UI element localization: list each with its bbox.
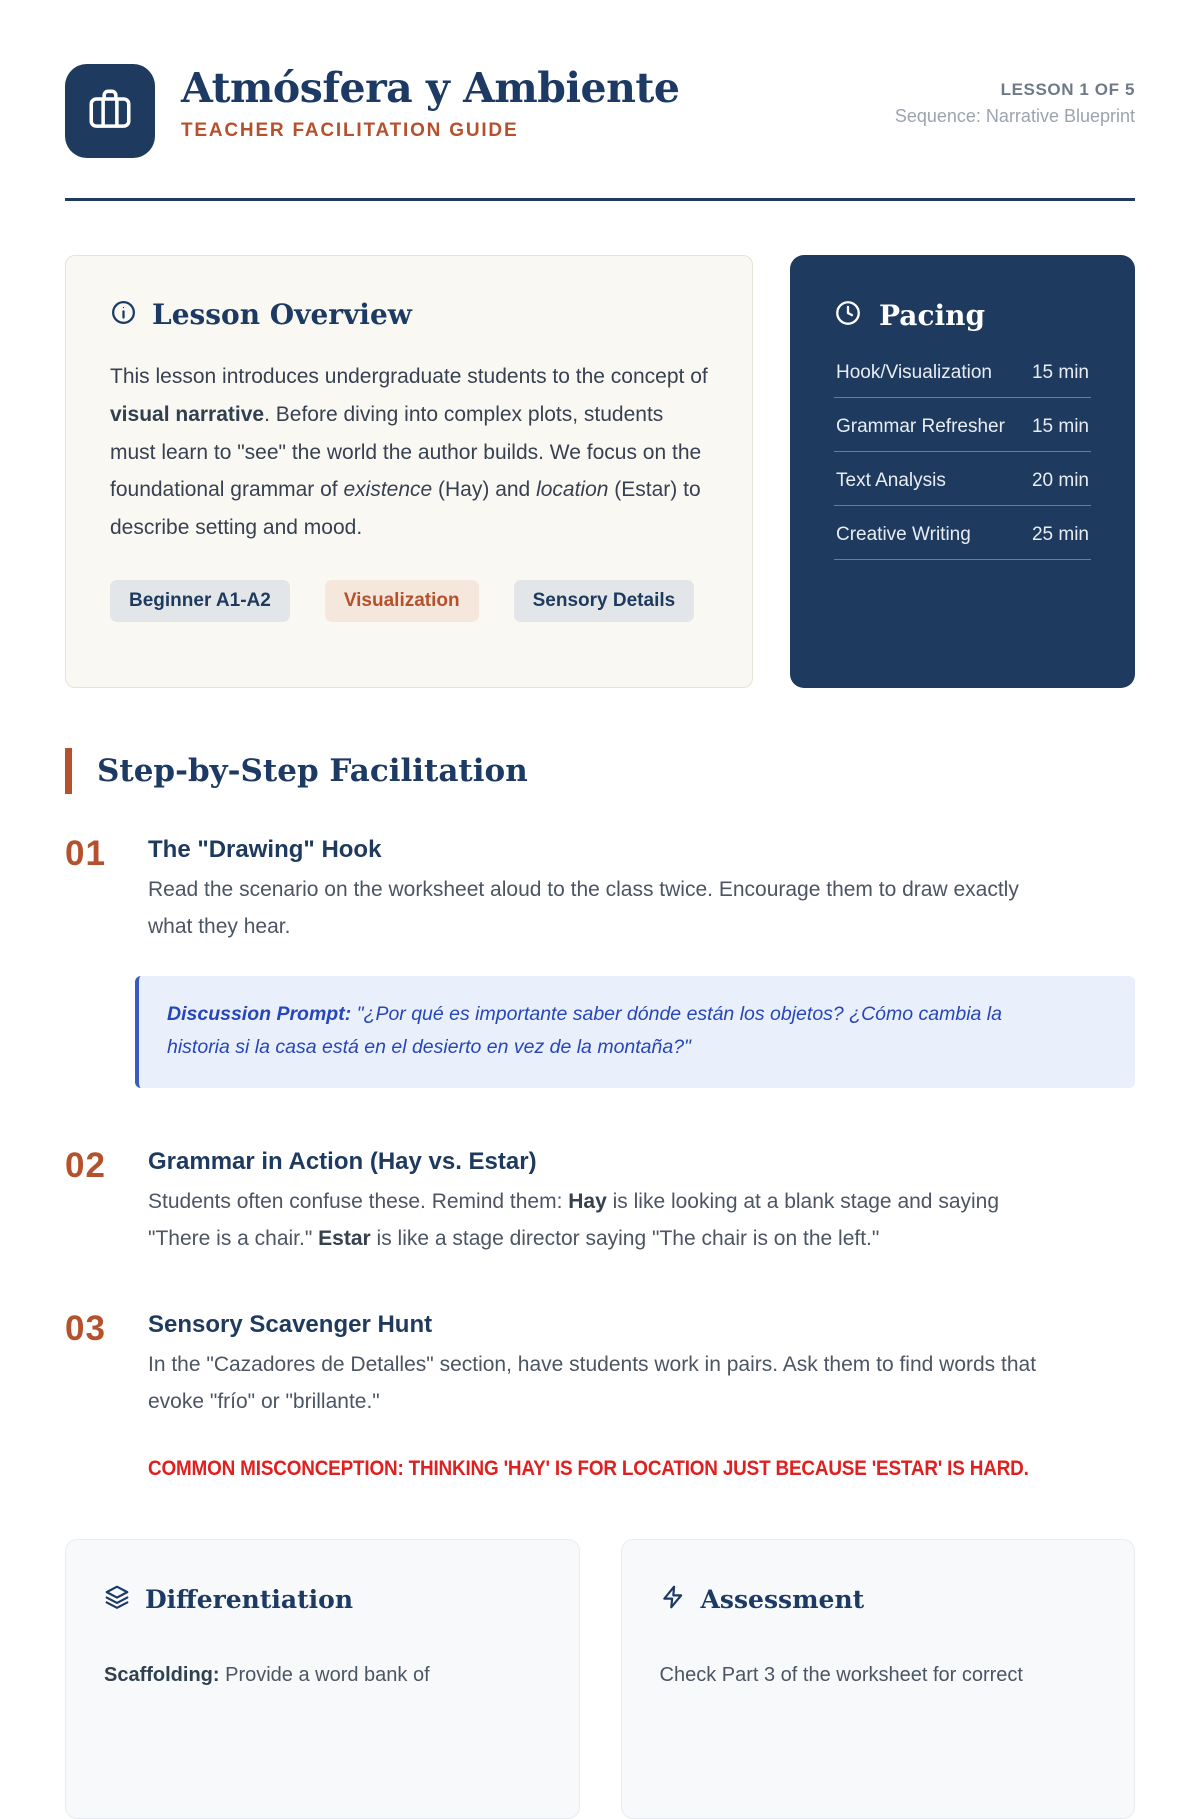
overview-paragraph: This lesson introduces undergraduate students to the concept of visual narrative. Before diving into complex plots, students must learn to "see" the world the author builds. We focus on the foundational grammar of existence (Hay) and location (Estar) to describe setting and mood. xyxy=(110,365,708,540)
step-title: The "Drawing" Hook xyxy=(148,836,382,863)
top-grid xyxy=(65,255,1135,688)
section-title: Step-by-Step Facilitation xyxy=(97,753,528,789)
tag-list xyxy=(110,580,708,622)
pacing-duration: 15 min xyxy=(1031,416,1089,437)
discussion-prompt-box xyxy=(135,976,1135,1088)
bottom-grid xyxy=(65,1539,1135,1819)
pacing-row xyxy=(834,398,1091,452)
overview-title-row xyxy=(110,298,708,331)
briefcase-icon xyxy=(85,84,135,139)
step-body: Students often confuse these. Remind them: Hay is like looking at a blank stage and saying "There is a chair." Estar is like a stage director saying "The chair is on the left." xyxy=(148,1189,1000,1250)
header-meta xyxy=(895,64,1135,127)
tag-beginner-level: Beginner A1-A2 xyxy=(110,580,290,622)
tag-sensory-details: Sensory Details xyxy=(514,580,695,622)
pacing-activity: Text Analysis xyxy=(836,470,946,491)
lesson-overview-card xyxy=(65,255,753,688)
pacing-duration: 15 min xyxy=(1031,362,1089,383)
pacing-card xyxy=(790,255,1135,688)
title-block xyxy=(181,64,679,142)
differentiation-title: Differentiation xyxy=(145,1584,353,1614)
step-title: Sensory Scavenger Hunt xyxy=(148,1311,433,1339)
clock-icon xyxy=(834,299,862,332)
pacing-activity: Hook/Visualization xyxy=(836,362,992,383)
step-content xyxy=(148,834,1135,1094)
info-icon xyxy=(110,299,137,331)
zap-icon xyxy=(660,1584,686,1615)
assessment-title-row xyxy=(660,1584,1097,1615)
step-number: 02 xyxy=(65,1145,106,1185)
assessment-title: Assessment xyxy=(700,1584,865,1614)
step-number: 03 xyxy=(65,1309,106,1349)
step-body: In the "Cazadores de Detalles" section, have students work in pairs. Ask them to find words that evoke "frío" or "brillante." xyxy=(148,1353,1037,1414)
page-subtitle: TEACHER FACILITATION GUIDE xyxy=(181,120,519,142)
pacing-row xyxy=(834,506,1091,560)
header-divider xyxy=(65,198,1135,201)
lesson-count-label: LESSON 1 OF 5 xyxy=(1000,80,1135,99)
pacing-duration: 25 min xyxy=(1031,524,1089,545)
pacing-row xyxy=(834,452,1091,506)
page-title: Atmósfera y Ambiente xyxy=(181,64,680,112)
step-number: 01 xyxy=(65,834,106,873)
tag-visualization: Visualization xyxy=(325,580,479,622)
facilitation-section-head xyxy=(65,748,1135,794)
step-3 xyxy=(65,1309,1135,1481)
pacing-row xyxy=(834,344,1091,398)
discussion-prompt-text: Discussion Prompt: "¿Por qué es importante saber dónde están los objetos? ¿Cómo cambia la historia si la casa está en el desierto en vez de la montaña?" xyxy=(167,1002,1002,1058)
differentiation-card xyxy=(65,1539,580,1819)
differentiation-title-row xyxy=(104,1584,541,1615)
sequence-label: Sequence: Narrative Blueprint xyxy=(894,106,1135,126)
assessment-body: Check Part 3 of the worksheet for correct xyxy=(659,1663,1023,1686)
pacing-duration: 20 min xyxy=(1031,470,1089,491)
step-content xyxy=(148,1146,1135,1258)
overview-title: Lesson Overview xyxy=(152,298,412,331)
layers-icon xyxy=(104,1584,130,1615)
step-2 xyxy=(65,1146,1135,1258)
app-logo xyxy=(65,64,155,158)
step-title: Grammar in Action (Hay vs. Estar) xyxy=(148,1147,537,1175)
step-1 xyxy=(65,834,1135,1094)
header xyxy=(65,0,1135,158)
differentiation-body: Scaffolding: Provide a word bank of xyxy=(104,1663,430,1686)
pacing-title: Pacing xyxy=(879,299,986,332)
misconception-warning: COMMON MISCONCEPTION: THINKING 'HAY' IS FOR LOCATION JUST BECAUSE 'ESTAR' IS HARD. xyxy=(148,1456,1029,1480)
pacing-rows xyxy=(834,344,1091,560)
assessment-card xyxy=(621,1539,1136,1819)
pacing-activity: Creative Writing xyxy=(836,524,971,545)
step-content xyxy=(148,1309,1135,1481)
section-accent-bar xyxy=(65,748,72,794)
pacing-title-row xyxy=(834,299,1091,332)
step-body: Read the scenario on the worksheet aloud to the class twice. Encourage them to draw exactly what they hear. xyxy=(148,878,1019,938)
pacing-activity: Grammar Refresher xyxy=(836,416,1005,437)
